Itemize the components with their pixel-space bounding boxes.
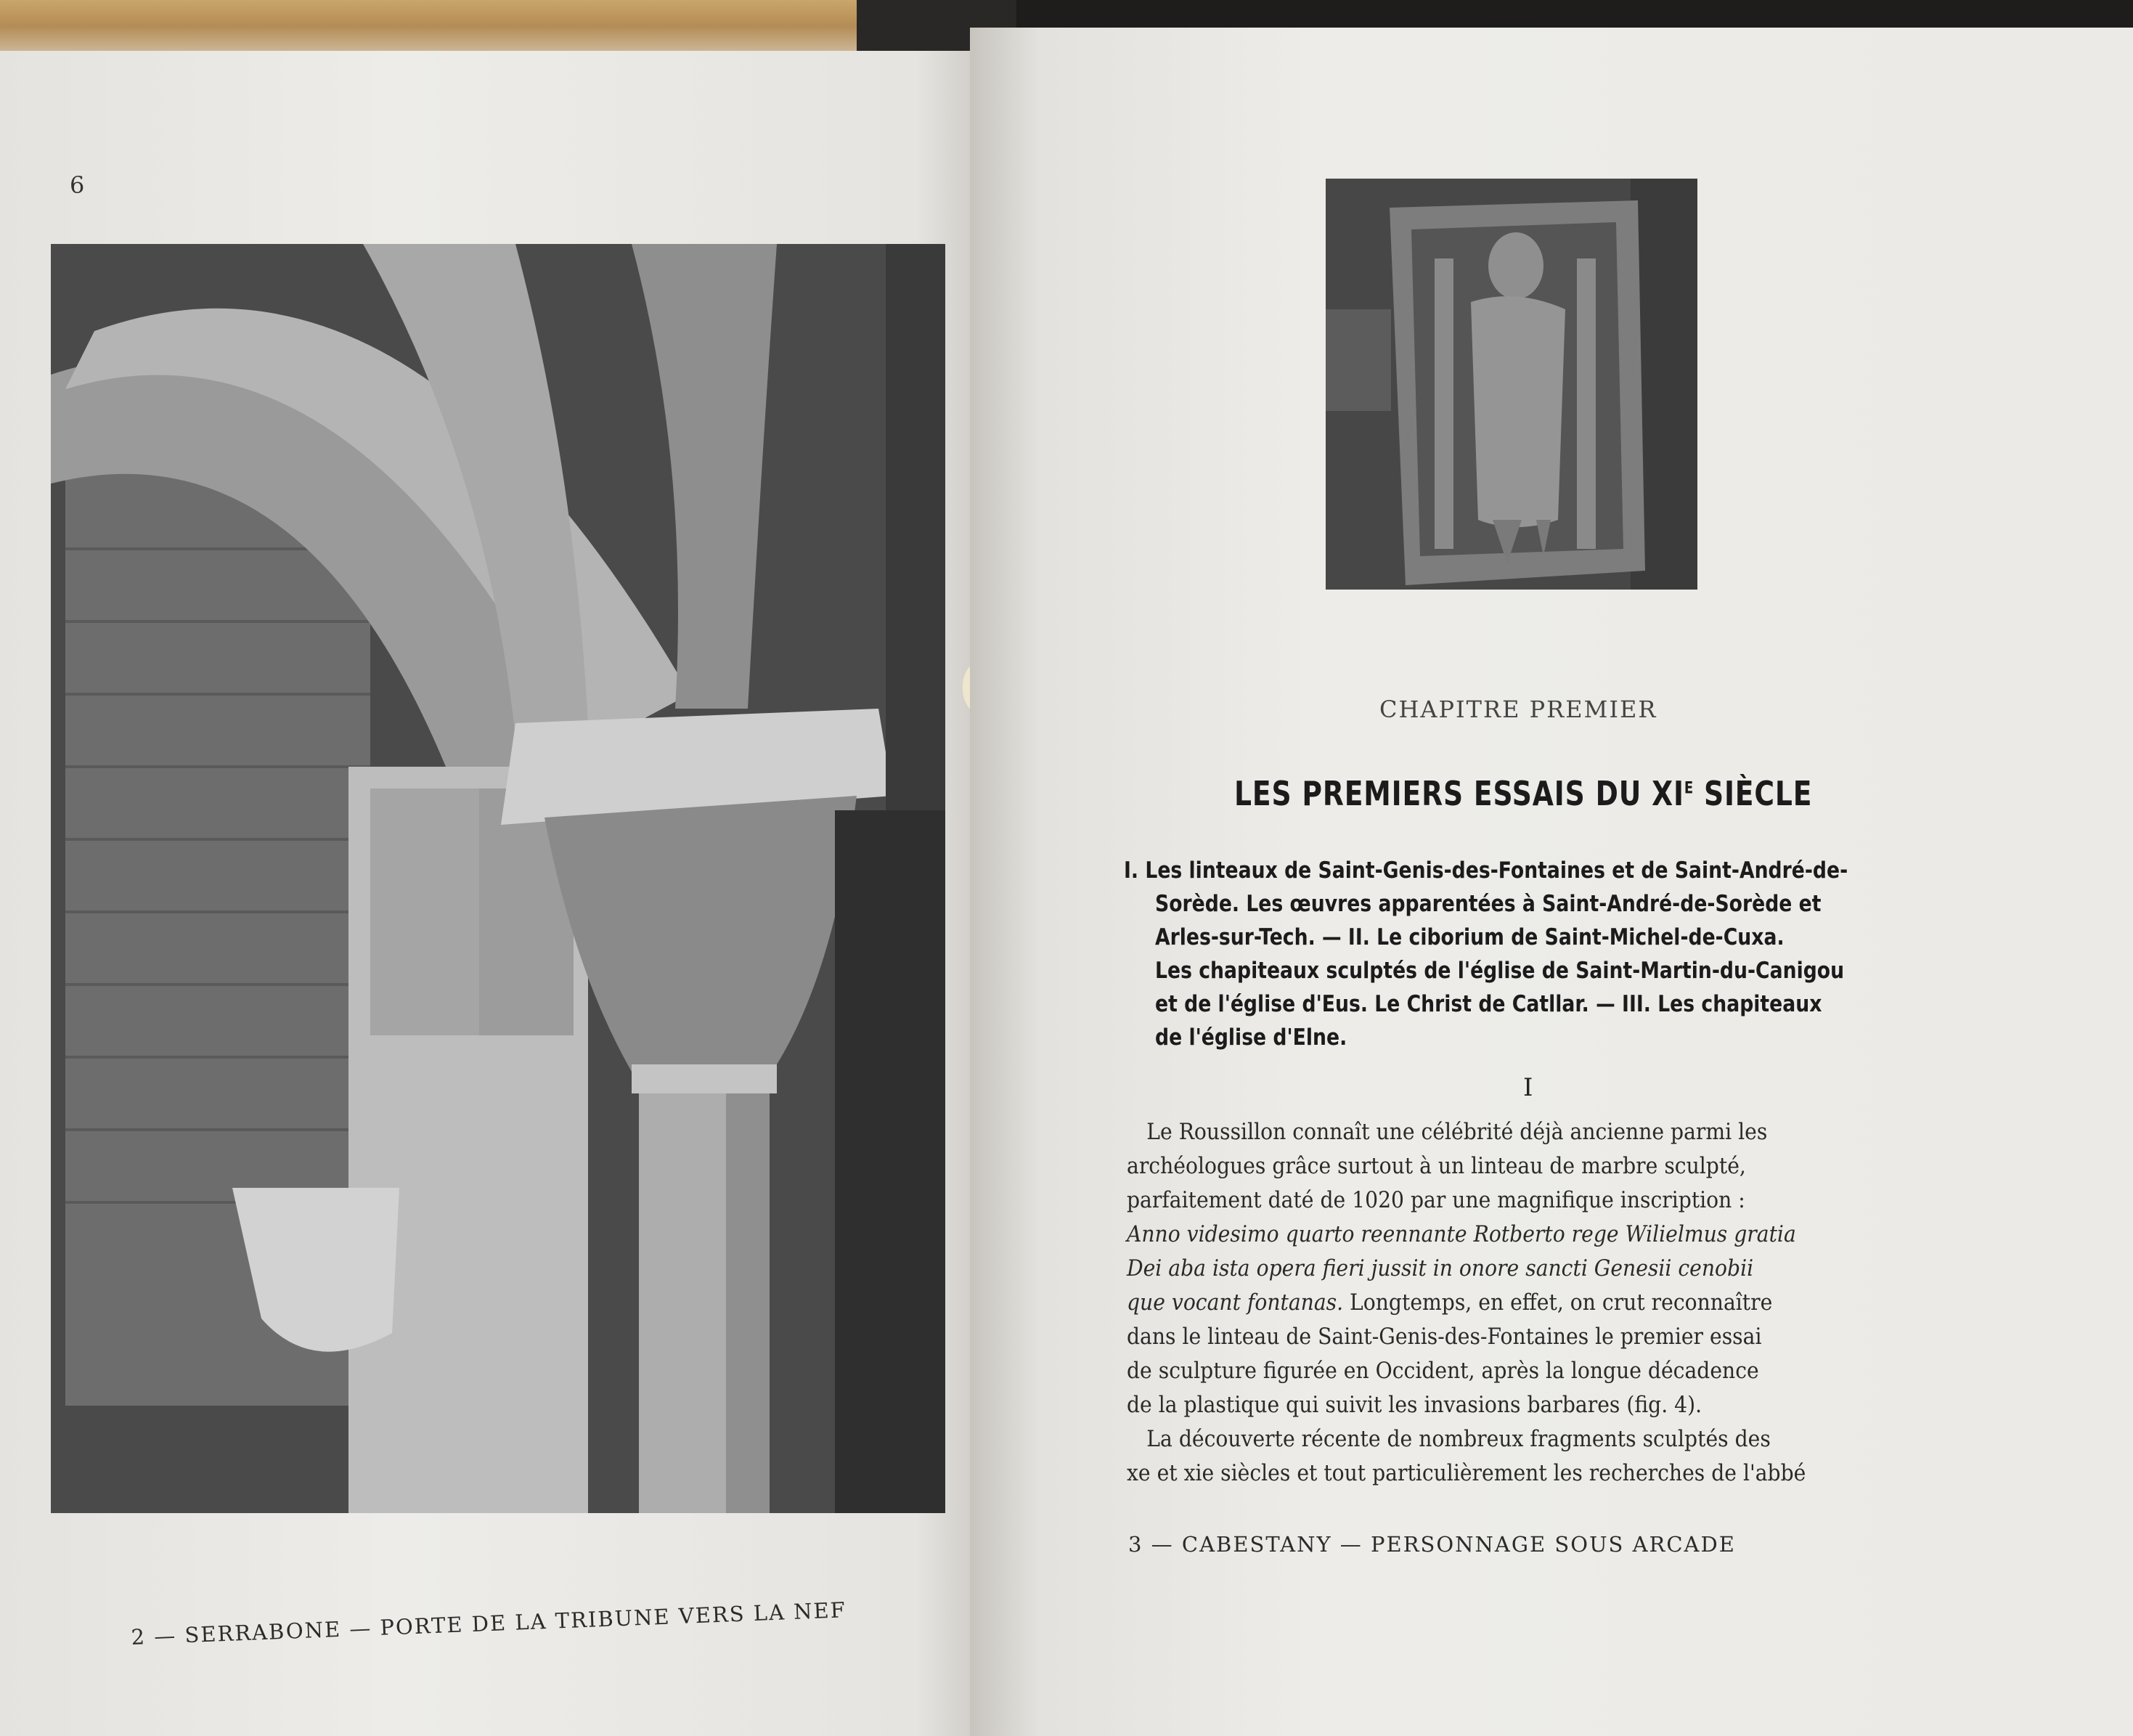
photo-cabestany-figure-under-arcade bbox=[1326, 179, 1697, 590]
latin-inscription: que vocant fontanas. bbox=[1127, 1289, 1344, 1316]
summary-line: I. Les linteaux de Saint-Genis-des-Fontaines et de Saint-André-de- bbox=[1124, 857, 1848, 884]
body-line: dans le linteau de Saint-Genis-des-Fontaines le premier essai bbox=[1127, 1324, 1762, 1350]
summary-line: Sorède. Les œuvres apparentées à Saint-André-de-Sorède et bbox=[1155, 891, 1822, 917]
summary-line: Les chapiteaux sculptés de l'église de Saint-Martin-du-Canigou bbox=[1155, 958, 1845, 984]
body-line-text: Longtemps, en effet, on crut reconnaître bbox=[1343, 1289, 1773, 1316]
photo-serrabone-tribune-door bbox=[51, 244, 945, 1513]
left-page bbox=[0, 51, 996, 1736]
body-line bbox=[1127, 1286, 2118, 1320]
latin-inscription: Dei aba ista opera fieri jussit in onore sancti Genesii cenobii bbox=[1127, 1255, 1754, 1281]
chapter-summary bbox=[1124, 854, 2029, 1054]
body-line: parfaitement daté de 1020 par une magnifique inscription : bbox=[1127, 1187, 1745, 1213]
body-line: xe et xie siècles et tout particulièrement les recherches de l'abbé bbox=[1127, 1460, 1806, 1486]
arch-illustration bbox=[51, 244, 945, 1513]
body-line bbox=[1127, 1218, 2118, 1252]
relief-illustration bbox=[1326, 179, 1697, 590]
chapter-title-superscript: E bbox=[1684, 779, 1694, 798]
summary-line: Arles-sur-Tech. — II. Le ciborium de Saint-Michel-de-Cuxa. bbox=[1155, 924, 1785, 950]
summary-line: et de l'église d'Eus. Le Christ de Catllar. — III. Les chapiteaux bbox=[1155, 991, 1822, 1017]
body-text bbox=[1127, 1115, 2118, 1491]
section-number: I bbox=[1523, 1073, 1533, 1102]
photo-caption-left: 2 — SERRABONE — PORTE DE LA TRIBUNE VERS LA NEF bbox=[131, 1597, 847, 1650]
body-line: de la plastique qui suivit les invasions barbares (fig. 4). bbox=[1127, 1392, 1702, 1418]
chapter-label: CHAPITRE PREMIER bbox=[1379, 696, 1657, 723]
body-line: Le Roussillon connaît une célébrité déjà ancienne parmi les bbox=[1146, 1119, 1768, 1145]
summary-line: de l'église d'Elne. bbox=[1155, 1024, 1347, 1051]
right-page bbox=[970, 28, 2133, 1736]
latin-inscription: Anno videsimo quarto reennante Rotberto rege Wilielmus gratia bbox=[1127, 1221, 1796, 1247]
body-line: archéologues grâce surtout à un linteau de marbre sculpté, bbox=[1127, 1153, 1746, 1179]
body-line: La découverte récente de nombreux fragments sculptés des bbox=[1146, 1426, 1771, 1452]
chapter-title-end: SIÈCLE bbox=[1694, 774, 1813, 813]
photo-caption-right: 3 — CABESTANY — PERSONNAGE SOUS ARCADE bbox=[1128, 1532, 1736, 1557]
page-number: 6 bbox=[70, 171, 85, 199]
body-line bbox=[1127, 1252, 2118, 1286]
chapter-title-main: LES PREMIERS ESSAIS DU XI bbox=[1234, 774, 1684, 813]
body-line: de sculpture figurée en Occident, après la longue décadence bbox=[1127, 1358, 1759, 1384]
chapter-title bbox=[1234, 774, 1812, 813]
